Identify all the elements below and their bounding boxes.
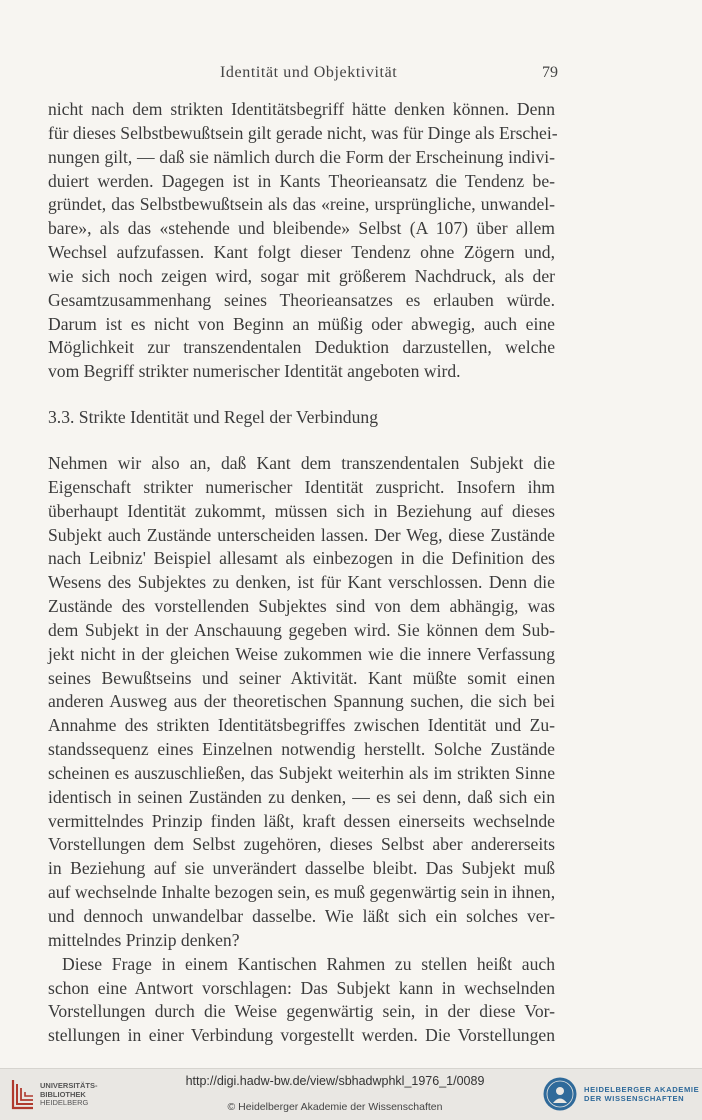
text-line: nungen gilt, — daß sie nämlich durch die Form der Erscheinung indivi- <box>48 146 555 167</box>
text-line: auf wechselnde Inhalte bezogen sein, es muß gegenwärtig sein in ihnen, <box>48 882 556 903</box>
text-line: und dennoch unwandelbar dasselbe. Wie läßt sich ein solches ver- <box>48 906 555 926</box>
text-line: mittelndes Prinzip denken? <box>48 929 240 950</box>
page-header <box>48 64 558 86</box>
university-library-logo-icon <box>10 1078 36 1110</box>
text-line: 3.3. Strikte Identität und Regel der Verbindung <box>48 407 378 428</box>
paragraph <box>48 98 558 384</box>
text-line: stellungen in einer Verbindung vorgestellt werden. Die Vorstellungen <box>48 1025 555 1046</box>
text-line: standssequenz eines Einzelnen notwendig herstellt. Solche Zustände <box>48 739 555 760</box>
academy-seal-icon <box>542 1076 578 1112</box>
text-line: seines Bewußtseins und seiner Aktivität. Kant müßte somit einen <box>48 667 555 688</box>
text-line: Vorstellungen durch die Weise gegenwärtig sein, in der diese Vor- <box>48 1001 555 1022</box>
text-line: Eigenschaft strikter numerischer Identität zuspricht. Insofern ihm <box>48 476 555 497</box>
section-gap <box>48 430 555 452</box>
text-line: Wechsel aufzufassen. Kant folgt dieser Tendenz ohne Zögern und, <box>48 242 555 263</box>
university-library-name <box>40 1082 98 1108</box>
text-line: für dieses Selbstbewußtsein gilt gerade nicht, was für Dinge als Erschei- <box>48 122 558 143</box>
text-line: Gesamtzusammenhang seines Theorieansatzes es erlauben würde. <box>48 289 555 310</box>
text-line: wie sich noch zeigen wird, sogar mit größerem Nachdruck, als der <box>48 265 555 286</box>
academy-name <box>584 1085 699 1103</box>
running-title: Identität und Objektivität <box>220 64 398 81</box>
text-line: Diese Frage in einem Kantischen Rahmen zu stellen heißt auch <box>62 953 555 974</box>
text-line: bare», als das «stehende und bleibende» Selbst (A 107) über allem <box>48 218 555 239</box>
text-line: vermittelndes Prinzip finden läßt, kraft dessen einerseits wechselnde <box>48 810 555 831</box>
text-line: duiert werden. Dagegen ist in Kants Theorieansatz die Tendenz be- <box>48 170 555 191</box>
footer-bar <box>0 1068 702 1120</box>
paragraph <box>48 452 555 953</box>
page-number: 79 <box>542 64 558 81</box>
text-line: Vorstellungen dem Selbst zugehören, dieses Selbst aber andererseits <box>48 834 555 855</box>
academy-line: HEIDELBERGER AKADEMIE <box>584 1085 700 1094</box>
text-line: Nehmen wir also an, daß Kant dem transzendentalen Subjekt die <box>48 452 555 473</box>
section-gap <box>48 384 555 406</box>
text-line: dem Subjekt in der Anschauung gegeben wird. Sie können dem Sub- <box>48 619 555 640</box>
text-line: Darum ist es nicht von Beginn an müßig oder abwegig, auch eine <box>48 313 555 334</box>
source-url-link[interactable]: http://digi.hadw-bw.de/view/sbhadwphkl_1976_1/0089 <box>185 1074 485 1088</box>
text-line: überhaupt Identität zukommt, müssen sich in Beziehung auf dieses <box>48 500 555 521</box>
text-line: nicht nach dem strikten Identitätsbegriff hätte denken können. Denn <box>48 99 555 119</box>
text-line: scheinen es auszuschließen, das Subjekt weiterhin als im strikten Sinne <box>48 762 555 783</box>
text-line: in Beziehung auf sie unverändert dasselbe bleibt. Das Subjekt muß <box>48 858 555 879</box>
text-line: schon eine Antwort vorschlagen: Das Subjekt kann in wechselnden <box>48 977 555 998</box>
ub-line: HEIDELBERG <box>40 1098 89 1107</box>
text-line: Subjekt auch Zustände unterscheiden lassen. Der Weg, diese Zustände <box>48 524 555 545</box>
text-line: Zustände des vorstellenden Subjektes sind von dem abhängig, was <box>48 596 555 617</box>
text-line: Annahme des strikten Identitätsbegriffes zwischen Identität und Zu- <box>48 715 555 736</box>
text-line: nach Leibniz' Beispiel allesamt als einbezogen in die Definition des <box>48 548 555 569</box>
body-text <box>48 98 558 1048</box>
paragraph <box>48 953 555 1048</box>
copyright-notice: © Heidelberger Akademie der Wissenschaften <box>227 1101 443 1113</box>
section-heading <box>48 406 555 430</box>
text-line: identisch in seinen Zuständen zu denken, — es sei denn, daß sich ein <box>48 786 555 807</box>
text-line: Wesens des Subjektes zu denken, ist für Kant verschlossen. Denn die <box>48 572 555 593</box>
text-line: Möglichkeit zur transzendentalen Deduktion darzustellen, welche <box>48 337 555 358</box>
ub-line: BIBLIOTHEK <box>40 1089 86 1099</box>
text-line: jekt nicht in der gleichen Weise zukommen wie die innere Verfassung <box>48 643 555 664</box>
text-line: vom Begriff strikter numerischer Identität angeboten wird. <box>48 361 461 382</box>
ub-line: UNIVERSITÄTS- <box>40 1081 98 1090</box>
academy-line: DER WISSENSCHAFTEN <box>584 1094 685 1103</box>
text-line: gründet, das Selbstbewußtsein als das «reine, ursprüngliche, unwandel- <box>48 194 555 215</box>
text-line: anderen Ausweg aus der theoretischen Spannung suchen, die sich bei <box>48 691 555 712</box>
